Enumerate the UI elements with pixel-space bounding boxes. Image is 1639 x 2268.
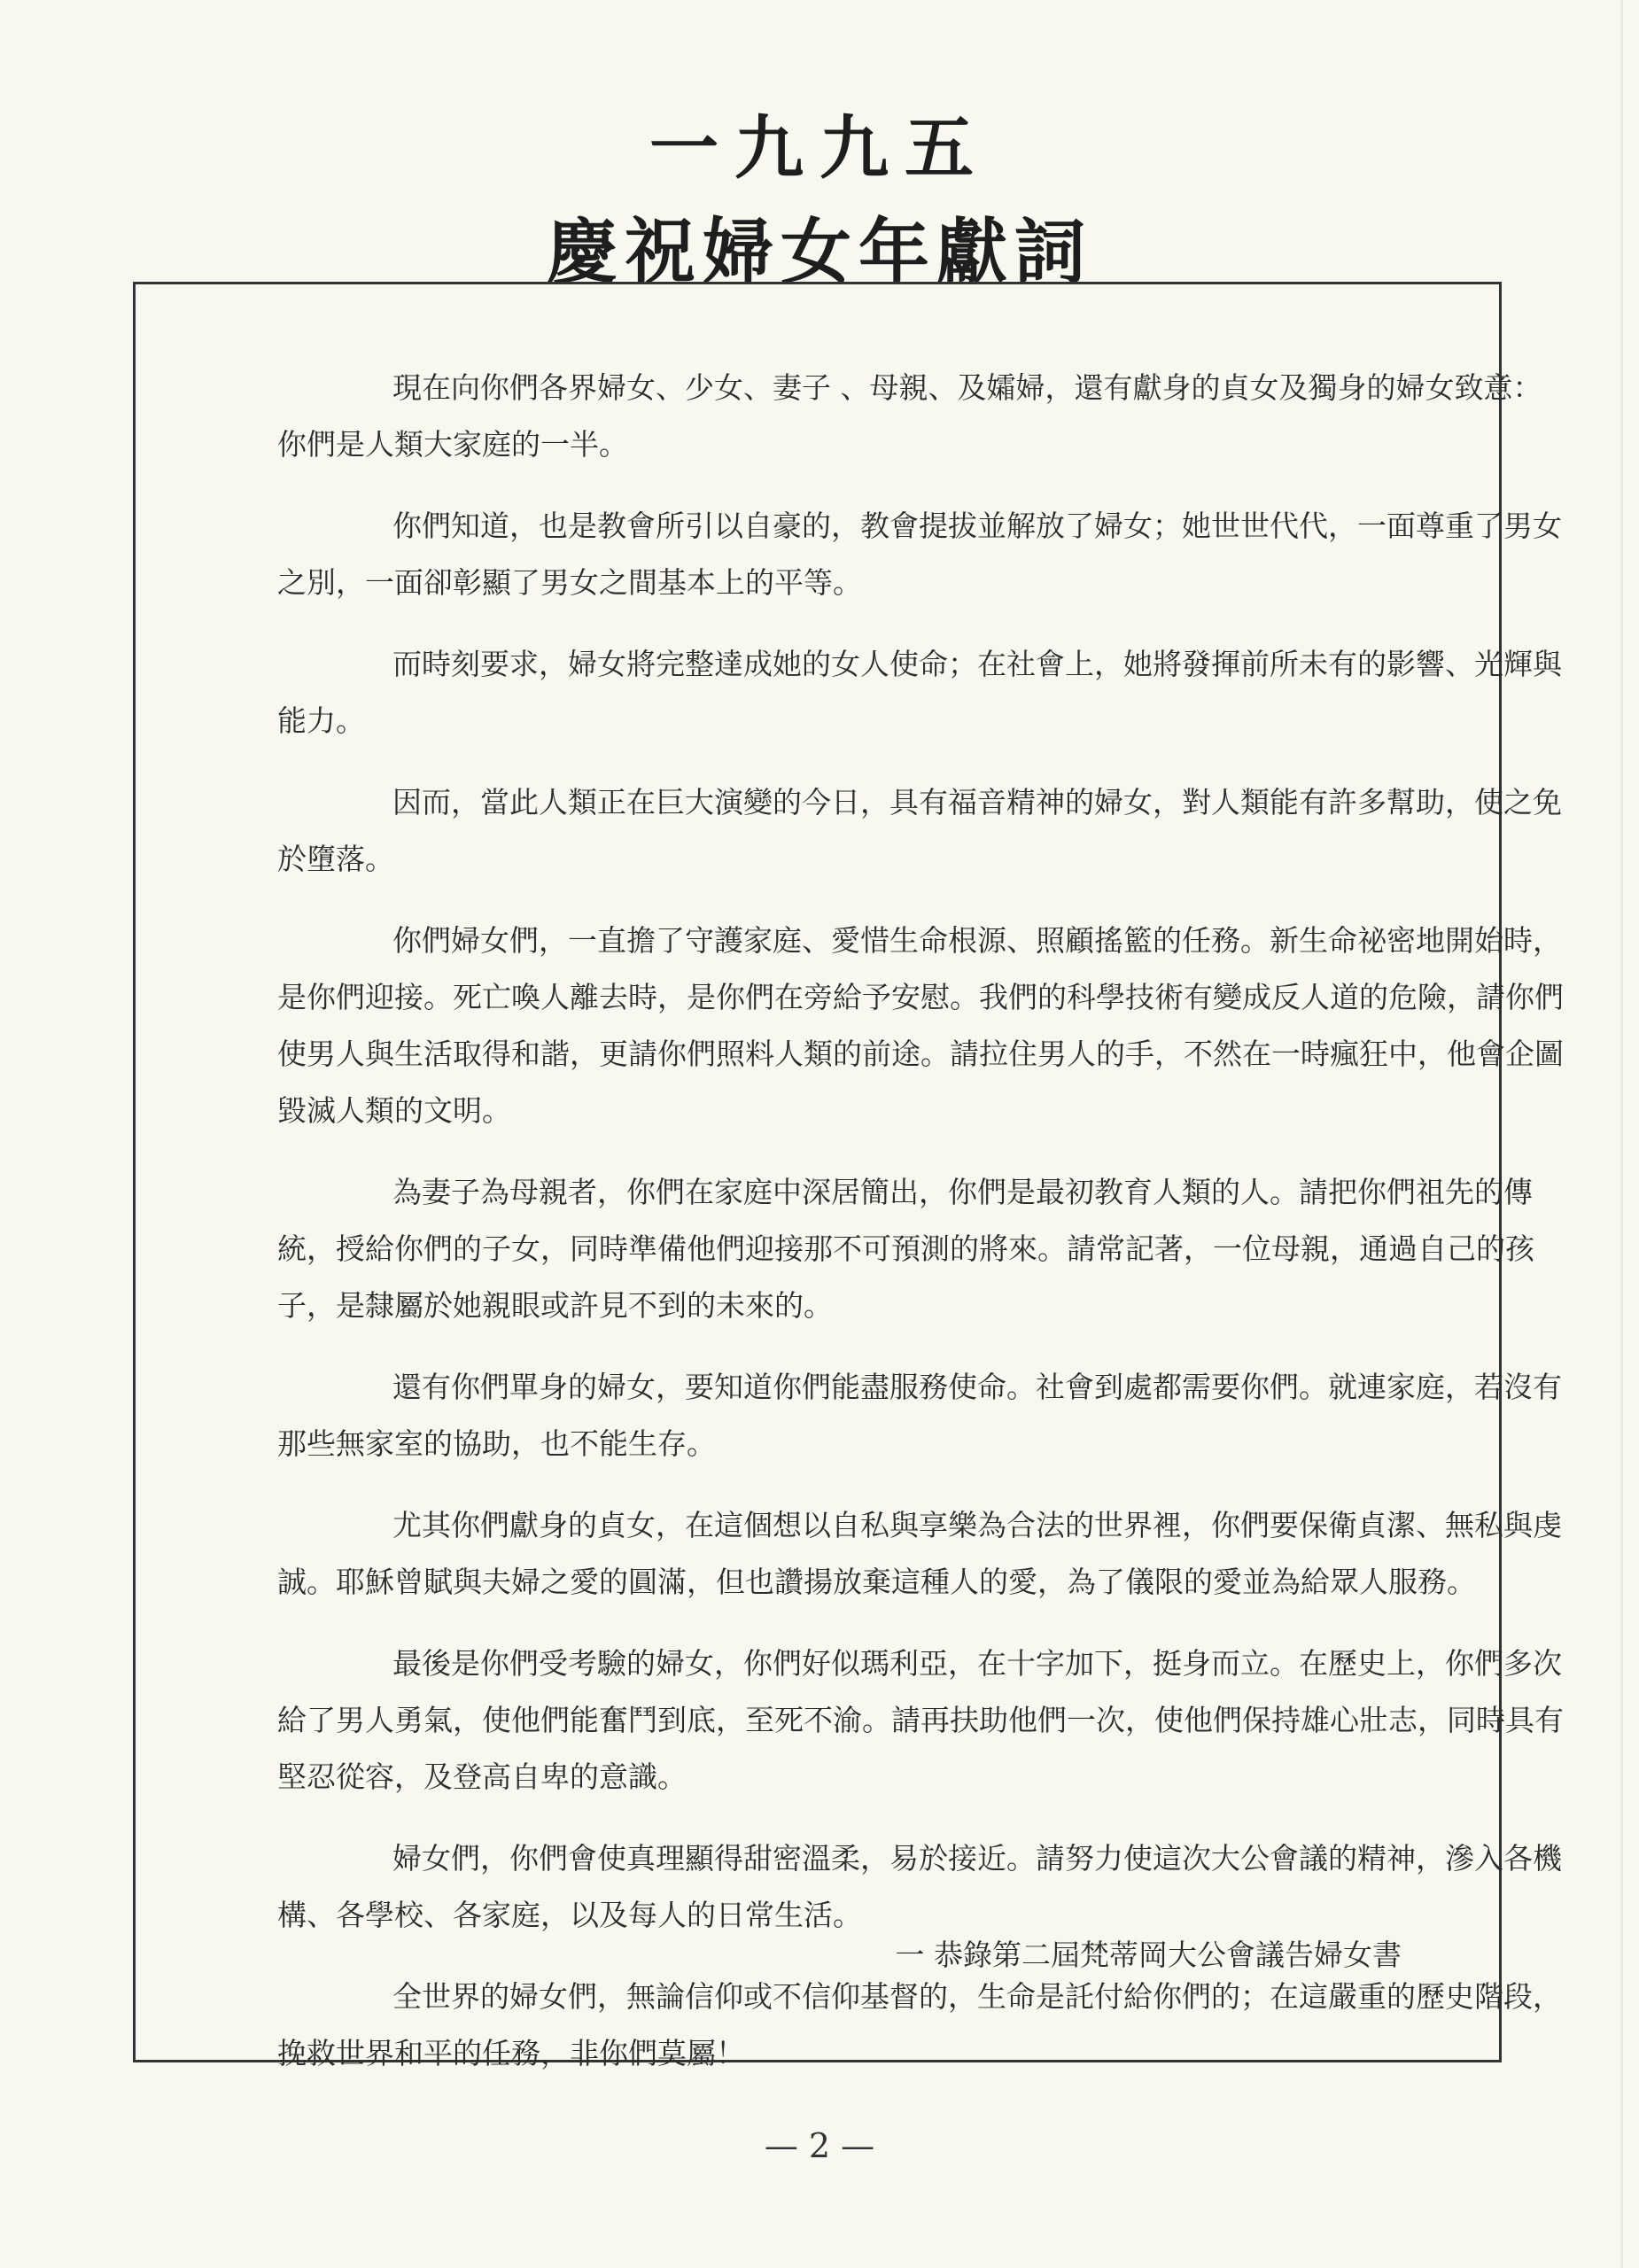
paragraph: 全世界的婦女們，無論信仰或不信仰基督的，生命是託付給你們的；在這嚴重的歷史階段，挽救世界和平的任務，非你們莫屬！ bbox=[277, 1979, 1562, 2070]
paragraph: 為妻子為母親者，你們在家庭中深居簡出，你們是最初教育人類的人。請把你們祖先的傳統，授給你們的子女，同時準備他們迎接那不可預測的將來。請常記著，一位母親，通過自己的孩子，是隸屬於她親眼或許見不到的未來的。 bbox=[277, 1175, 1534, 1323]
paragraph: 還有你們單身的婦女，要知道你們能盡服務使命。社會到處都需要你們。就連家庭，若沒有那些無家室的協助，也不能生存。 bbox=[277, 1370, 1562, 1461]
paragraph: 你們知道，也是教會所引以自豪的，教會提拔並解放了婦女；她世世代代，一面尊重了男女之別，一面卻彰顯了男女之間基本上的平等。 bbox=[277, 509, 1562, 600]
paragraph: 尤其你們獻身的貞女，在這個想以自私與享樂為合法的世界裡，你們要保衛貞潔、無私與虔誠。耶穌曾賦與夫婦之愛的圓滿，但也讚揚放棄這種人的愛，為了儀限的愛並為給眾人服務。 bbox=[277, 1508, 1562, 1599]
page-title: 慶祝婦女年獻詞 bbox=[547, 210, 1092, 293]
text-frame bbox=[133, 282, 1564, 2070]
paragraph: 現在向你們各界婦女、少女、妻子 、母親、及孀婦，還有獻身的貞女及獨身的婦女致意：你們是人類大家庭的一半。 bbox=[277, 370, 1542, 462]
page-number: — 2 — bbox=[764, 2126, 875, 2165]
paragraph: 你們婦女們，一直擔了守護家庭、愛惜生命根源、照顧搖籃的任務。新生命祕密地開始時，是你們迎接。死亡喚人離去時，是你們在旁給予安慰。我們的科學技術有變成反人道的危險，請你們使男人與生活取得和諧，更請你們照料人類的前途。請拉住男人的手，不然在一時瘋狂中，他會企圖毀滅人類的文明。 bbox=[277, 923, 1564, 1128]
page-edge bbox=[1620, 0, 1623, 2268]
paragraph: 而時刻要求，婦女將完整達成她的女人使命；在社會上，她將發揮前所未有的影響、光輝與能力。 bbox=[277, 647, 1562, 738]
year-title: 一九九五 bbox=[649, 108, 990, 189]
paragraph: 最後是你們受考驗的婦女，你們好似瑪利亞，在十字加下，挺身而立。在歷史上，你們多次給了男人勇氣，使他們能奮鬥到底，至死不渝。請再扶助他們一次，使他們保持雄心壯志，同時具有堅忍從容，及登高自卑的意識。 bbox=[277, 1646, 1564, 1794]
body-text bbox=[277, 360, 1566, 2107]
signature: 一 恭錄第二屆梵蒂岡大公會議告婦女書 bbox=[895, 1938, 1402, 1972]
paragraph: 婦女們，你們會使真理顯得甜密溫柔，易於接近。請努力使這次大公會議的精神，滲入各機構、各學校、各家庭，以及每人的日常生活。 bbox=[277, 1841, 1562, 1932]
paragraph: 因而，當此人類正在巨大演變的今日，具有福音精神的婦女，對人類能有許多幫助，使之免於墮落。 bbox=[277, 785, 1562, 876]
